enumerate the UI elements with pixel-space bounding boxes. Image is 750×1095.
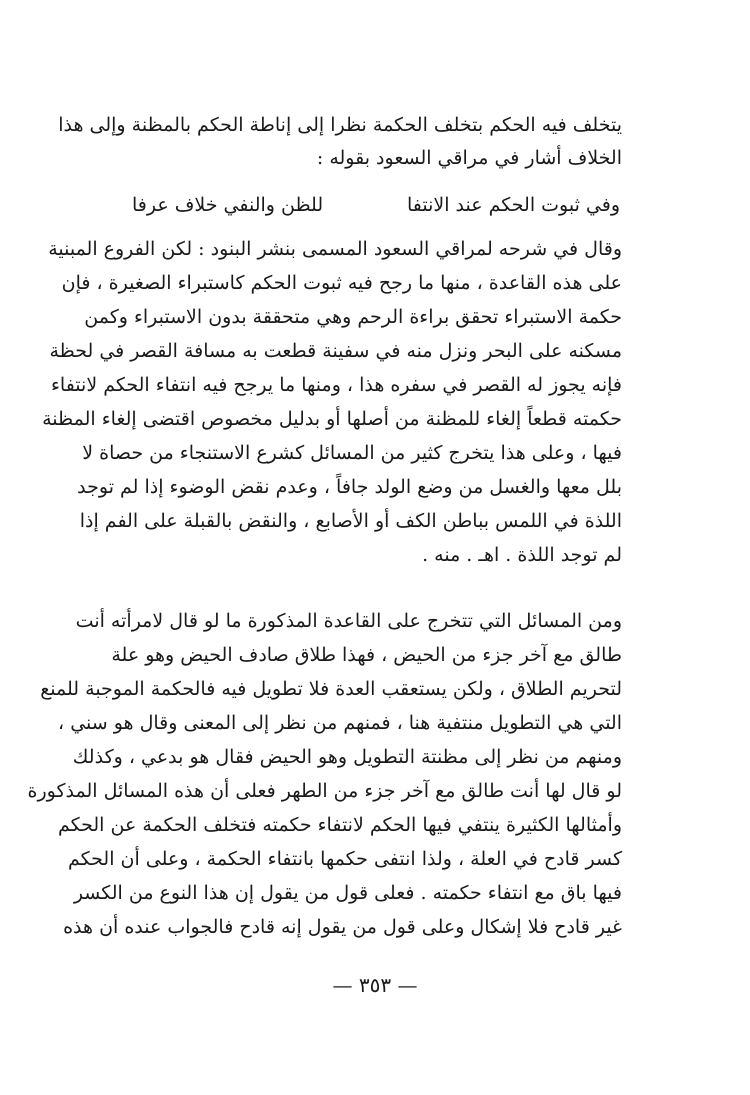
commentary-line: على هذه القاعدة ، منها ما رجح فيه ثبوت الحكم كاستبراء الصغيرة ، فإن [61, 272, 622, 294]
commentary-line: لم توجد اللذة . اهـ . منه . [422, 544, 622, 566]
paragraph-line: ومنهم من نظر إلى مظنتة التطويل وهو الحيض فقال هو بدعي ، وكذلك [72, 746, 622, 768]
paragraph-line: فيها باق مع انتفاء حكمته . فعلى قول من يقول إن هذا النوع من الكسر [73, 882, 622, 904]
commentary-line: حكمة الاستبراء تحقق براءة الرحم وهي متحققة بدون الاستبراء وكمن [84, 306, 622, 328]
paragraph-line: لو قال لها أنت طالق مع آخر جزء من الطهر فعلى أن هذه المسائل المذكورة [27, 780, 622, 802]
verse-right-hemistich: وفي ثبوت الحكم عند الانتفا [406, 194, 620, 216]
page-number: — ٣٥٣ — [332, 973, 418, 997]
commentary-line: اللذة في اللمس بباطن الكف أو الأصابع ، والنقض بالقبلة على الفم إذا [79, 510, 622, 532]
paragraph-line: التي هي التطويل منتفية هنا ، فمنهم من نظر إلى المعنى وقال هو سني ، [58, 712, 622, 734]
paragraph-line: وأمثالها الكثيرة ينتفي فيها الحكم لانتفاء حكمته فتخلف الحكمة عن الحكم [57, 814, 622, 836]
poetry-verse [132, 190, 620, 220]
commentary-line: مسكنه على البحر ونزل منه في سفينة قطعت به مسافة القصر في لحظة [49, 340, 622, 362]
text-line: الخلاف أشار في مراقي السعود بقوله : [316, 147, 622, 169]
text-line: يتخلف فيه الحكم بتخلف الحكمة نظرا إلى إناطة الحكم بالمظنة وإلى هذا [58, 114, 622, 136]
paragraph-line: غير قادح فلا إشكال وعلى قول من يقول إنه قادح فالجواب عنده أن هذه [63, 916, 622, 938]
paragraph-line: لتحريم الطلاق ، ولكن يستعقب العدة فلا تطويل فيه فالحكمة الموجبة للمنع [40, 678, 622, 700]
paragraph-line: كسر قادح في العلة ، ولذا انتفى حكمها بانتفاء الحكمة ، وعلى أن الحكم [68, 848, 622, 870]
commentary-line: وقال في شرحه لمراقي السعود المسمى بنشر البنود : لكن الفروع المبنية [48, 238, 622, 260]
commentary-line: حكمته قطعاً إلغاء للمظنة من أصلها أو بدليل مخصوص اقتضى إلغاء المظنة [42, 408, 622, 430]
commentary-line: فيها ، وعلى هذا يتخرج كثير من المسائل كشرع الاستنجاء من حصاة لا [82, 442, 622, 464]
paragraph-line: طالق مع آخر جزء من الحيض ، فهذا طلاق صادف الحيض وهو علة [111, 644, 622, 666]
paragraph-line: ومن المسائل التي تتخرج على القاعدة المذكورة ما لو قال لامرأته أنت [75, 610, 622, 632]
commentary-line: فإنه يجوز له القصر في سفره هذا ، ومنها ما يرجح فيه انتفاء الحكم لانتفاء [50, 374, 622, 396]
verse-left-hemistich: للظن والنفي خلاف عرفا [132, 194, 324, 216]
commentary-line: بلل معها والغسل من وضع الولد جافاً ، وعدم نقض الوضوء إذا لم توجد [77, 476, 622, 498]
